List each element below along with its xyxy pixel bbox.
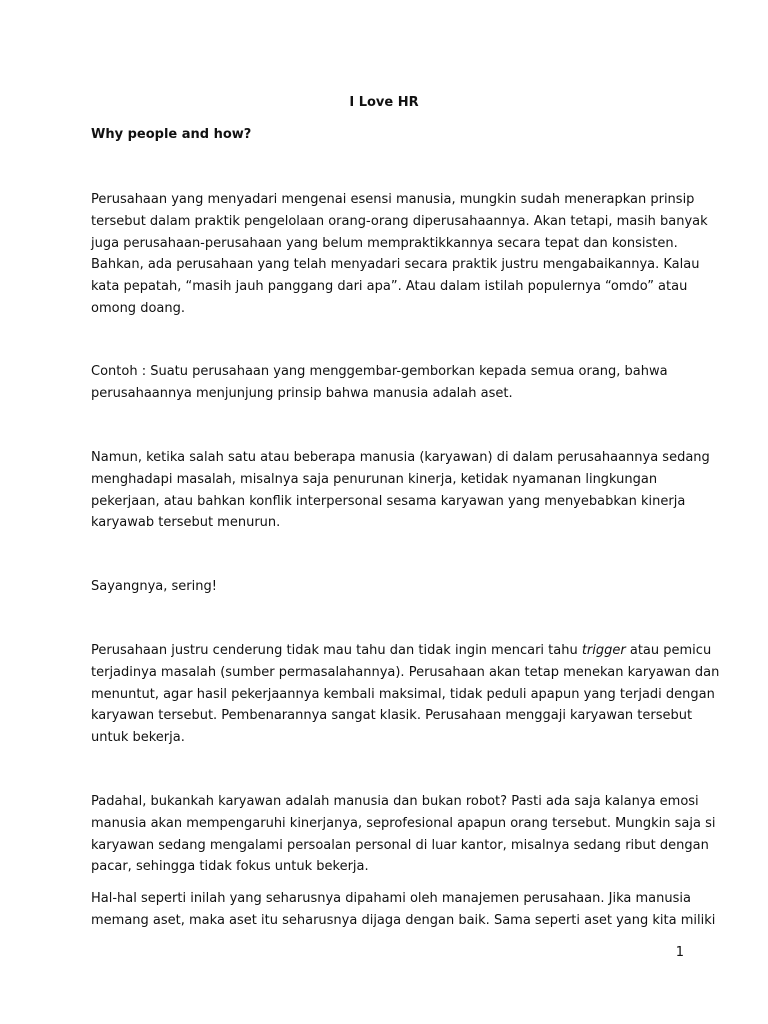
paragraph-line: karyawab tersebut menurun. [91,515,281,531]
paragraph-line: pacar, sehingga tidak fokus untuk bekerja. [91,859,369,875]
paragraph-line: Perusahaan yang menyadari mengenai esensi manusia, mungkin sudah menerapkan prinsip [91,192,695,207]
paragraph-line: karyawan sedang mengalami persoalan personal di luar kantor, misalnya sedang ribut dengan [91,837,709,853]
paragraph-text: Perusahaan justru cenderung tidak mau tahu dan tidak ingin mencari tahu [91,643,582,658]
paragraph-line: tersebut dalam praktik pengelolaan orang-orang diperusahaannya. Akan tetapi, masih banyak [91,213,708,229]
paragraph-line: menghadapi masalah, misalnya saja penurunan kinerja, ketidak nyamanan lingkungan [91,471,658,487]
paragraph-line: juga perusahaan-perusahaan yang belum mempraktikkannya secara tepat dan konsisten. [91,235,678,251]
paragraph-problem [91,447,710,534]
paragraph-line: Hal-hal seperti inilah yang seharusnya dipahami oleh manajemen perusahaan. Jika manusia [91,891,691,906]
paragraph-line: Contoh : Suatu perusahaan yang menggembar-gemborkan kepada semua orang, bahwa [91,364,668,379]
document-subtitle: Why people and how? [91,127,252,142]
paragraph-line [91,640,712,662]
paragraph-line: Padahal, bukankah karyawan adalah manusia dan bukan robot? Pasti ada saja kalanya emosi [91,794,699,809]
paragraph-unfortunately [91,576,691,598]
paragraph-company-ignores [91,640,720,749]
page-number: 1 [675,945,684,960]
paragraph-text: atau pemicu [625,643,712,658]
paragraph-management [91,888,716,932]
paragraph-intro [91,189,708,320]
paragraph-line: kata pepatah, “masih jauh panggang dari apa”. Atau dalam istilah populernya “omdo” atau [91,279,688,294]
paragraph-not-robot [91,791,716,878]
paragraph-line: perusahaannya menjunjung prinsip bahwa manusia adalah aset. [91,385,513,401]
paragraph-line: omong doang. [91,300,185,316]
paragraph-line: terjadinya masalah (sumber permasalahannya). Perusahaan akan tetap menekan karyawan dan [91,664,720,680]
italic-term: trigger [581,643,626,658]
paragraph-example [91,361,691,405]
paragraph-line: Namun, ketika salah satu atau beberapa manusia (karyawan) di dalam perusahaannya sedang [91,450,710,465]
paragraph-line: manusia akan mempengaruhi kinerjanya, seprofesional apapun orang tersebut. Mungkin saja si [91,815,716,831]
paragraph-line: pekerjaan, atau bahkan konflik interpersonal sesama karyawan yang menyebabkan kinerja [91,493,686,509]
document-title: I Love HR [349,95,419,110]
paragraph-line: untuk bekerja. [91,730,185,745]
paragraph-line: karyawan tersebut. Pembenarannya sangat klasik. Perusahaan menggaji karyawan tersebut [91,708,693,724]
paragraph-line: Sayangnya, sering! [91,579,217,594]
paragraph-line: menuntut, agar hasil pekerjaannya kembali maksimal, tidak peduli apapun yang terjadi dengan [91,686,715,702]
paragraph-line: Bahkan, ada perusahaan yang telah menyadari secara praktik justru mengabaikannya. Kalau [91,257,700,273]
paragraph-line: memang aset, maka aset itu seharusnya dijaga dengan baik. Sama seperti aset yang kita miliki [91,912,716,928]
